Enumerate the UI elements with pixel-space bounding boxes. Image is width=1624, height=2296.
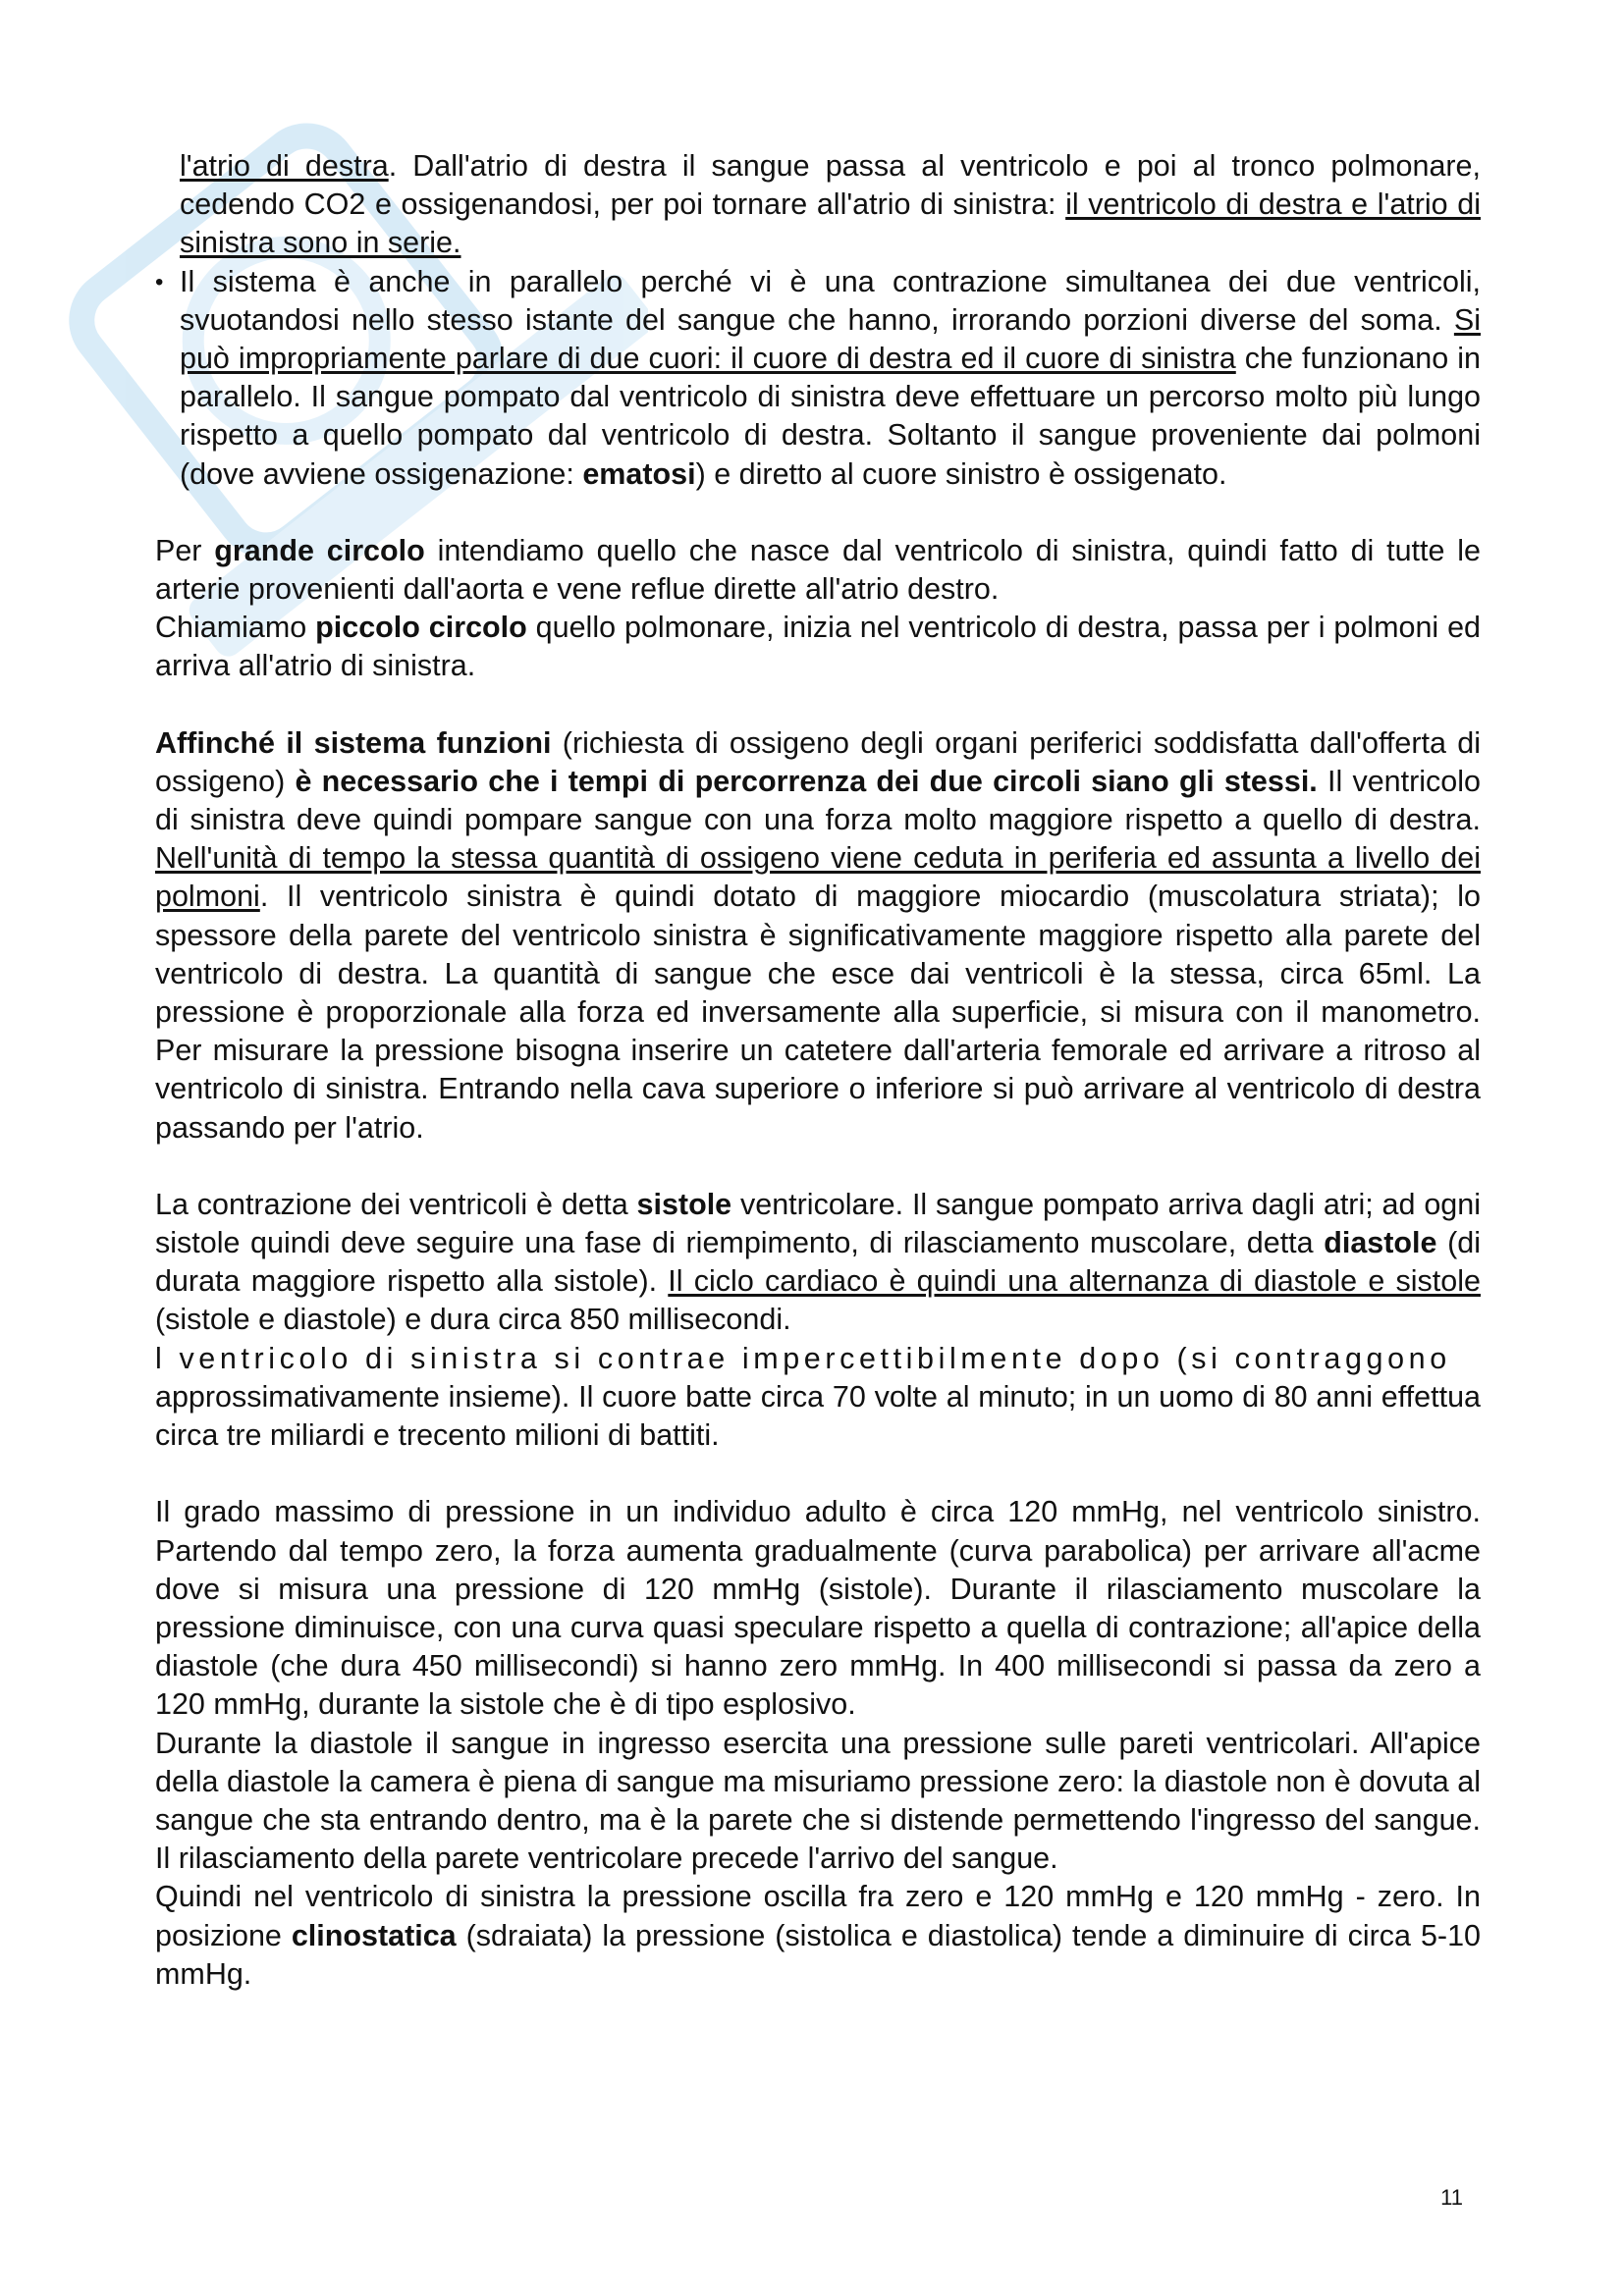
- document-body: [155, 147, 1481, 1994]
- underlined-phrase: il ventricolo di destra e l'atrio di sinistra sono in serie.: [180, 187, 1481, 260]
- page-number: 11: [1440, 2185, 1463, 2210]
- paragraph-grande-circolo: Per grande circolo intendiamo quello che nasce dal ventricolo di sinistra, quindi fatto di tutte le arterie provenienti dall'aorta e vene reflue dirette all'atrio destro.: [155, 533, 1481, 607]
- underlined-phrase: Il ciclo cardiaco è quindi una alternanza di diastole e sistole: [668, 1264, 1481, 1299]
- paragraph-1: l'atrio di destra. Dall'atrio di destra il sangue passa al ventricolo e poi al tronco polmonare, cedendo CO2 e ossigenandosi, per poi tornare all'atrio di sinistra: il ventricolo di destra e l'atrio di sinistra sono in serie.: [180, 149, 1481, 260]
- paragraph-clinostatica: Quindi nel ventricolo di sinistra la pressione oscilla fra zero e 120 mmHg e 120 mmHg - zero. In posizione clinostatica (sdraiata) la pressione (sistolica e diastolica) tende a diminuire di circa 5-10 mmHg.: [155, 1880, 1482, 1991]
- paragraph-piccolo-circolo: Chiamiamo piccolo circolo quello polmonare, inizia nel ventricolo di destra, passa per i polmoni ed arriva all'atrio di sinistra.: [155, 611, 1481, 683]
- underlined-phrase: l'atrio di destra: [180, 149, 389, 183]
- spaced-line: l ventricolo di sinistra si contrae impercettibilmente dopo (si contraggono: [155, 1341, 1451, 1375]
- bold-term: diastole: [1324, 1226, 1437, 1260]
- bold-term: Affinché il sistema funzioni: [155, 725, 552, 760]
- bold-term: è necessario che i tempi di percorrenza dei due circoli siano gli stessi.: [295, 764, 1318, 798]
- bullet-paragraph: • Il sistema è anche in parallelo perché vi è una contrazione simultanea dei due ventricoli, svuotandosi nello stesso istante del sangue che hanno, irrorando porzioni diverse del soma. Si può impropriamente parlare di due cuori: il cuore di destra ed il cuore di sinistra che funzionano in parallelo. Il sangue pompato dal ventricolo di sinistra deve effettuare un percorso molto più lungo rispetto a quello pompato dal ventricolo di destra. Soltanto il sangue proveniente dai polmoni (dove avviene ossigenazione: ematosi) e diretto al cuore sinistro è ossigenato.: [155, 264, 1481, 491]
- paragraph-funzionamento: Affinché il sistema funzioni (richiesta di ossigeno degli organi periferici soddisfatta dall'offerta di ossigeno) è necessario che i tempi di percorrenza dei due circoli siano gli stessi. Il ventricolo di sinistra deve quindi pompare sangue con una forza molto maggiore rispetto a quello di destra. Nell'unità di tempo la stessa quantità di ossigeno viene ceduta in periferia ed assunta a livello dei polmoni. Il ventricolo sinistra è quindi dotato di maggiore miocardio (muscolatura striata); lo spessore della parete del ventricolo sinistra è significativamente maggiore rispetto alla parete del ventricolo di destra. La quantità di sangue che esce dai ventricoli è la stessa, circa 65ml. La pressione è proporzionale alla forza ed inversamente alla superficie, si misura con il manometro. Per misurare la pressione bisogna inserire un catetere dall'arteria femorale ed arrivare a ritroso al ventricolo di sinistra. Entrando nella cava superiore o inferiore si può arrivare al ventricolo di destra passando per l'atrio.: [155, 725, 1481, 1145]
- bullet-icon: •: [155, 268, 164, 295]
- bold-term: sistole: [636, 1187, 732, 1221]
- bold-term: grande circolo: [214, 533, 425, 567]
- bold-term: piccolo circolo: [315, 611, 527, 645]
- underlined-phrase: Nell'unità di tempo la stessa quantità di ossigeno viene ceduta in periferia ed assunta a livello dei polmoni: [155, 841, 1481, 914]
- paragraph-diastole: Durante la diastole il sangue in ingresso esercita una pressione sulle pareti ventricolari. All'apice della diastole la camera è piena di sangue ma misuriamo pressione zero: la diastole non è dovuta al sangue che sta entrando dentro, ma è la parete che si distende permettendo l'ingresso del sangue. Il rilasciamento della parete ventricolare precede l'arrivo del sangue.: [155, 1726, 1481, 1876]
- paragraph-sistole: La contrazione dei ventricoli è detta sistole ventricolare. Il sangue pompato arriva dagli atri; ad ogni sistole quindi deve seguire una fase di riempimento, di rilasciamento muscolare, detta diastole (di durata maggiore rispetto alla sistole). Il ciclo cardiaco è quindi una alternanza di diastole e sistole (sistole e diastole) e dura circa 850 millisecondi. l ventricolo di sinistra si contrae impercettibilmente dopo (si contraggono approssimativamente insieme). Il cuore batte circa 70 volte al minuto; in un uomo di 80 anni effettua circa tre miliardi e trecento milioni di battiti.: [155, 1187, 1481, 1453]
- paragraph-pressione: Il grado massimo di pressione in un individuo adulto è circa 120 mmHg, nel ventricolo sinistro. Partendo dal tempo zero, la forza aumenta gradualmente (curva parabolica) per arrivare all'acme dove si misura una pressione di 120 mmHg (sistole). Durante il rilasciamento muscolare la pressione diminuisce, con una curva quasi speculare rispetto a quella di contrazione; all'apice della diastole (che dura 450 millisecondi) si hanno zero mmHg. In 400 millisecondi si passa da zero a 120 mmHg, durante la sistole che è di tipo esplosivo.: [155, 1495, 1481, 1722]
- underlined-phrase: Si può impropriamente parlare di due cuori: il cuore di destra ed il cuore di sinistra: [180, 302, 1481, 376]
- bold-term: clinostatica: [291, 1918, 457, 1952]
- bold-term: ematosi: [582, 456, 696, 491]
